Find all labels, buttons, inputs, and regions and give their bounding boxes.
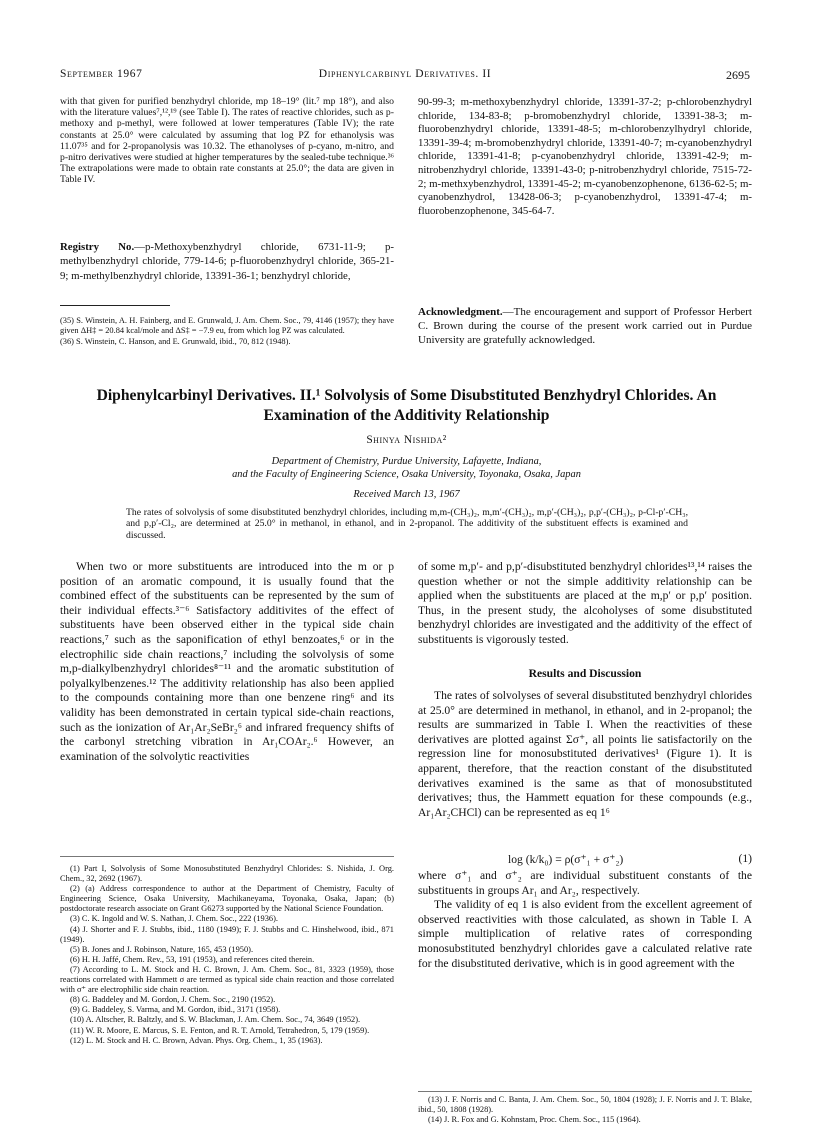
affiliation-line: Department of Chemistry, Purdue University, Lafayette, Indiana, [271,456,542,467]
registry-numbers [60,240,394,283]
paragraph: The rates of solvolyses of several disubstituted benzhydryl chlorides at 25.0° are determined in methanol, in ethanol, and in 2-propanol; the results are summarized in Table I. When the reactivities of these derivatives are plotted against Σσ⁺, all points lie satisfactorily on the regression line for monosubstituted derivatives¹ (Figure 1). It is apparent, therefore, that the reaction constant of the disubstituted derivatives examined is the same as that of monosubstituted derivatives; thus, the Hammett equation for these compounds (e.g., Ar₁Ar₂CHCl) can be represented as eq 1⁶ [418,689,752,819]
acknowledgment-label: Acknowledgment. [418,306,503,318]
page-number: 2695 [726,68,750,82]
header-date: September 1967 [60,68,143,80]
body-right-column [418,560,752,648]
acknowledgment-text: —The encouragement and support of Professor Herbert C. Brown during the course of the present work carried out in Purdue University are gratefully acknowledged. [418,306,752,346]
footnote: (12) L. M. Stock and H. C. Brown, Advan. Phys. Org. Chem., 1, 35 (1963). [70,1035,323,1045]
footnote: (11) W. R. Moore, E. Marcus, S. E. Fenton, and R. T. Arnold, Tetrahedron, 5, 179 (1959). [70,1025,370,1035]
received-date: Received March 13, 1967 [353,489,460,500]
registry-text-continued: 90-99-3; m-methoxybenzhydryl chloride, 13391-37-2; p-chlorobenzhydryl chloride, 134-83-8; p-bromobenzhydryl chloride, 13391-38-3; m-fluorobenzhydryl chloride, 13391-48-5; m-chlorobenzylhydryl chloride, 13391-39-4; m-bromobenzhydryl chloride, 13391-40-7; m-cyanobenzhydryl chloride, 13391-41-8; p-cyanobenzhydryl chloride, 13391-42-9; m-nitrobenzhydryl chloride, 13391-43-0; p-nitrobenzhydryl chloride, 7515-72-2; m-methxybenzhydrol, 13391-45-2; m-cyanobenzophenone, 6136-62-5; m-cyanobenzhydrol, 13428-06-3; p-cyanobenzhydrol, 13391-47-4; m-fluorobenzophenone, 345-64-7. [418,96,752,217]
acknowledgment [418,305,752,347]
abstract: The rates of solvolysis of some disubstituted benzhydryl chlorides, including m,m-(CH₃)₂, m,m′-(CH₃)₂, m,p′-(CH₃)₂, p,p′-(CH₃)₂, p-Cl-p′-CH₃, and p,p′-Cl₂, are determined at 25.0° in methanol, in ethanol, and in 2-propanol. The additivity of the substituent effects is examined and discussed. [126,507,688,541]
paragraph: The validity of eq 1 is also evident from the excellent agreement of observed reactivities with those calculated, as shown in Table I. A simple multiplication of relative rates of corresponding monosubstituted benzhydryl chlorides gave a calculated relative rate for the disubstituted derivative, which is in good agreement with the [418,898,752,970]
registry-text: —p-Methoxybenzhydryl chloride, 6731-11-9; p-methylbenzhydryl chloride, 779-14-6; p-fluorobenzhydryl chloride, 365-21-9; m-methylbenzhydryl chloride, 13391-36-1; benzhydryl chloride, [60,241,394,282]
footnote: (7) According to L. M. Stock and H. C. Brown, J. Am. Chem. Soc., 81, 3323 (1959), those reactions correlated with Hammett σ are termed as typical side chain reaction and those correlated with σ⁺ are electrophilic side chain reaction. [60,964,394,995]
footnote: (2) (a) Address correspondence to author at the Department of Chemistry, Faculty of Engineering Science, Osaka University, Machikaneyama, Toyonaka, Osaka, Japan; (b) postdoctorate research associate on Grant G6273 supported by the National Science Foundation. [60,884,394,914]
footnote: (5) B. Jones and J. Robinson, Nature, 165, 453 (1950). [70,944,254,954]
footnotes-right [418,1095,752,1125]
paragraph: When two or more substituents are introduced into the m or p position of an aromatic compound, it is usually found that the combined effect of the substituents can be represented by the sum of their individual effects.³⁻⁶ Satisfactory additivites of the effect of substituents have been observed either in the typical side chain reactions,⁷ such as the saponification of ethyl benzoates,⁶ or in the electrophilic side chain reactions,⁷ including the solvolysis of some m,p-dialkylbenzhydryl chlorides⁸⁻¹¹ and the aromatic substitution of polyalkylbenzenes.¹² The additivity relationship has also been applied to the compounds containing more than one benzene ring⁶ and its validity has been demonstrated in certain typical side-chain reactions, such as the ionization of Ar₁Ar₂SeBr₂⁶ and infrared frequency shifts of the carbonyl stretching vibration in Ar₁COAr₂.⁶ However, an examination of the solvolytic reactivities [60,560,394,763]
footnotes-left [60,864,394,1046]
article-author: Shinya Nishida² [366,434,447,446]
footnote: (4) J. Shorter and F. J. Stubbs, ibid., 1180 (1949); F. J. Stubbs and C. Hinshelwood, ibid., 871 (1949). [60,924,394,944]
results-discussion [418,689,752,820]
header-title: Diphenylcarbinyl Derivatives. II [318,68,492,80]
equation [418,852,752,868]
affiliation-line: and the Faculty of Engineering Science, Osaka University, Toyonaka, Osaka, Japan [232,468,581,480]
footnote-divider [60,856,394,857]
section-heading: Results and Discussion [528,667,642,680]
footnote: (9) G. Baddeley, S. Varma, and M. Gordon, ibid., 3171 (1958). [70,1005,281,1015]
footnote: (10) A. Altscher, R. Baltzly, and S. W. Blackman, J. Am. Chem. Soc., 74, 3649 (1952). [70,1015,361,1025]
running-head [60,68,750,84]
equation-number: (1) [738,852,752,865]
registry-label: Registry No. [60,241,135,253]
footnote: (6) H. H. Jaffé, Chem. Rev., 53, 191 (1953), and references cited therein. [70,954,315,964]
footnote: (13) J. F. Norris and C. Banta, J. Am. Chem. Soc., 50, 1804 (1928); J. F. Norris and J. T. Blake, ibid., 50, 1808 (1928). [418,1095,752,1115]
footnote: (3) C. K. Ingold and W. S. Nathan, J. Chem. Soc., 222 (1936). [70,914,278,924]
body-left-column [60,560,394,764]
footnote-divider [418,1091,752,1092]
experimental-text: with that given for purified benzhydryl chloride, mp 18–19° (lit.⁷ mp 18°), and also with the literature values⁷,¹²,¹⁹ (see Table I). The rates of reactive chlorides, such as p-methoxy and p-methyl, were followed at lower temperatures (Table IV); the rate constants at 25.0° were calculated by assuming that log PZ for ethanolysis was 11.07³⁵ and for 2-propanolysis was 10.32. The ethanolyses of p-cyano, m-nitro, and p-nitro derivatives were studied at higher temperatures by the sealed-tube technique.³⁶ The extrapolations were made to obtain rate constants at 25.0°; the data are given in Table IV. [60,96,394,186]
paragraph: where σ⁺₁ and σ⁺₂ are individual substituent constants of the substituents in groups Ar₁ and Ar₂, respectively. [418,869,752,897]
footnote-divider [60,305,170,306]
article-title: Diphenylcarbinyl Derivatives. II.¹ Solvolysis of Some Disubstituted Benzhydryl Chlorides. An Examination of the Additivity Relationship [96,387,717,424]
footnote: (1) Part I, Solvolysis of Some Monosubstituted Benzhydryl Chlorides: S. Nishida, J. Org. Chem., 32, 2692 (1967). [60,864,394,884]
registry-numbers-continued [418,96,752,218]
footnotes-top [60,316,394,347]
footnote: (14) J. R. Fox and G. Kohnstam, Proc. Chem. Soc., 115 (1964). [428,1115,641,1125]
footnote: (8) G. Baddeley and M. Gordon, J. Chem. Soc., 2190 (1952). [70,995,276,1005]
equation-formula: log (k/k₀) = ρ(σ⁺₁ + σ⁺₂) [508,853,624,866]
experimental-continuation [60,96,394,186]
footnote: (36) S. Winstein, C. Hanson, and E. Grunwald, ibid., 70, 812 (1948). [60,336,291,346]
affiliation [60,456,753,481]
paragraph: of some m,p′- and p,p′-disubstituted benzhydryl chlorides¹³,¹⁴ raises the question whether or not the simple additivity relationship can be applied when the substituents are placed at the m,p′ or p,p′ position. Thus, in the present study, the alcoholyses of some disubstituted benzhydryl chlorides are investigated and the additivity of the effect of substituents is vigorously tested. [418,560,752,646]
results-discussion-continued [418,869,752,971]
footnote: (35) S. Winstein, A. H. Fainberg, and E. Grunwald, J. Am. Chem. Soc., 79, 4146 (1957); they have given ΔH‡ = 20.84 kcal/mole and ΔS‡ = −7.9 eu, from which log PZ was calculated. [60,316,394,336]
